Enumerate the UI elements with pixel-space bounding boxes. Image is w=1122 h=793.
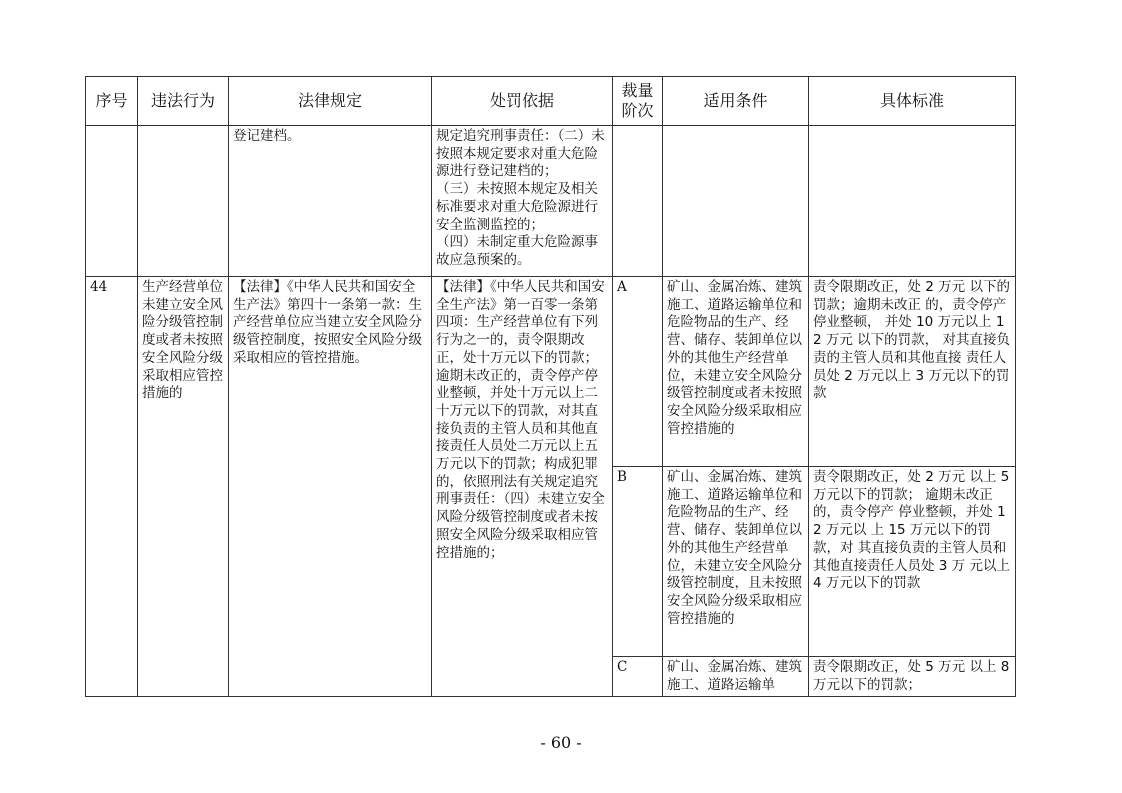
header-row <box>86 77 1016 126</box>
prev-violation-cell <box>138 126 229 277</box>
row-44-standard-c: 责令限期改正，处 5 万元 以上 8 万元以下的罚款； <box>809 657 1016 697</box>
prev-condition-cell <box>663 126 809 277</box>
row-44-condition-c: 矿山、金属冶炼、建筑施工、道路运输单 <box>663 657 809 697</box>
row-44-level-b: B <box>613 467 663 657</box>
header-standard: 具体标准 <box>809 77 1016 126</box>
header-violation: 违法行为 <box>138 77 229 126</box>
header-law: 法律规定 <box>229 77 432 126</box>
row-44-seq: 44 <box>86 277 138 697</box>
prev-seq-cell <box>86 126 138 277</box>
row-44-penalty-basis: 【法律】《中华人民共和国安全生产法》第一百零一条第四项：生产经营单位有下列行为之一的，责令限期改正，处十万元以下的罚款；逾期未改正的，责令停产停业整顿，并处十万元以上二十万元以下的罚款，对其直接负责的主管人员和其他直接责任人员处二万元以上五万元以下的罚款；构成犯罪的，依照刑法有关规定追究刑事责任：（四）未建立安全风险分级管控制度或者未按照安全风险分级采取相应管控措施的； <box>432 277 613 697</box>
prev-penalty-basis-cell: 规定追究刑事责任：（二）未按照本规定要求对重大危险源进行登记建档的； （三）未按照本规定及相关标准要求对重大危险源进行安全监测监控的； （四）未制定重大危险源事故应急预案的。 <box>432 126 613 277</box>
header-seq: 序号 <box>86 77 138 126</box>
prev-level-cell <box>613 126 663 277</box>
row-44-level-c: C <box>613 657 663 697</box>
prev-law-cell: 登记建档。 <box>229 126 432 277</box>
prev-standard-cell <box>809 126 1016 277</box>
row-44-condition-b: 矿山、金属冶炼、建筑施工、道路运输单位和危险物品的生产、经营、储存、装卸单位以外的其他生产经营单位，未建立安全风险分级管控制度，且未按照安全风险分级采取相应管控措施的 <box>663 467 809 657</box>
table-row <box>86 126 1016 277</box>
header-penalty-basis: 处罚依据 <box>432 77 613 126</box>
row-44-violation: 生产经营单位未建立安全风险分级管控制度或者未按照安全风险分级采取相应管控措施的 <box>138 277 229 697</box>
header-condition: 适用条件 <box>663 77 809 126</box>
page-number: - 60 - <box>540 733 582 752</box>
row-44-standard-a: 责令限期改正，处 2 万元 以下的罚款；逾期未改正 的，责令停产停业整顿， 并处 10 万元以上 12 万元 以下的罚款， 对其直接负 责的主管人员和其他直接 责任人员处 2 万元以上 3 万元以下的罚款 <box>809 277 1016 467</box>
row-44-standard-b: 责令限期改正，处 2 万元 以上 5 万元以下的罚款； 逾期未改正的，责令停产 停业整顿，并处 12 万元以 上 15 万元以下的罚款，对 其直接负责的主管人员和 其他直接责任人员处 3 万 元以上 4 万元以下的罚款 <box>809 467 1016 657</box>
header-level: 裁量 阶次 <box>613 77 663 126</box>
enforcement-table <box>85 76 1016 697</box>
row-44-level-a: A <box>613 277 663 467</box>
row-44-condition-a: 矿山、金属冶炼、建筑施工、道路运输单位和危险物品的生产、经营、储存、装卸单位以外的其他生产经营单位，未建立安全风险分级管控制度或者未按照安全风险分级采取相应管控措施的 <box>663 277 809 467</box>
row-44-law: 【法律】《中华人民共和国安全生产法》第四十一条第一款：生产经营单位应当建立安全风险分级管控制度，按照安全风险分级采取相应的管控措施。 <box>229 277 432 697</box>
table-row <box>86 277 1016 467</box>
